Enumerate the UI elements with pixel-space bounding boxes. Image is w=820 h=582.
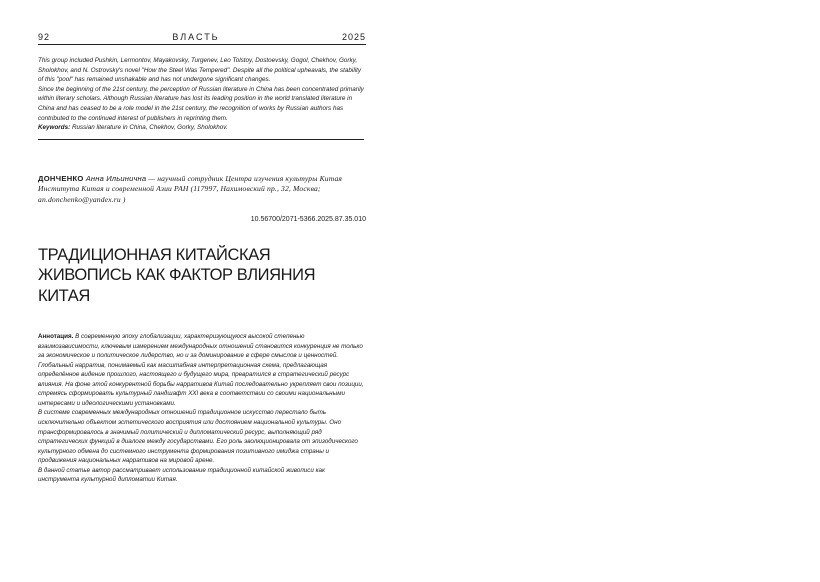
russian-abstract (38, 332, 366, 485)
doi[interactable]: 10.56700/2071-5366.2025.87.35.010 (250, 215, 366, 223)
keywords-line (38, 123, 366, 133)
author-affiliation: — научный сотрудник Центра изучения культуры Китая Института Китая и современной Азии РАН (117997, Нахимовский пр., 32, Москва; an.donchenko@yandex.ru ) (38, 173, 343, 204)
russian-abstract-paragraph (38, 332, 366, 408)
russian-abstract-text: В современную эпоху глобализации, характеризующуюся высокой степенью взаимозависимости, ключевым измерением международных отношений становится конкуренция не только за экономическое и политическое лидерство, но и за доминирование в сфере смыслов и ценностей. Глобальный нарратив, понимаемый как масштабная интерпретационная схема, предлагающая определённое видение прошлого, настоящего и будущего мира, превратился в стратегический ресурс влияния. На фоне этой конкурентной борьбы нарративов Китай последовательно укрепляет свои позиции, стремясь сформировать культурный ландшафт XXI века в соответствии со своими национальными интересами и идеологическими установками. (38, 333, 364, 407)
author-given-name: Анна Ильинична (85, 173, 147, 183)
article-title (38, 245, 366, 307)
english-abstract-paragraph: Since the beginning of the 21st century, the perception of Russian literature in China has been concentrated primarily within literary scholars. Although Russian literature has lost its leading position in the world translated literature in China and has ceased to be a role model in the 21st century, the recognition of works by Russian authors has contributed to the continued interest of publishers in reprinting them. (38, 85, 364, 122)
english-abstract (38, 56, 366, 133)
journal-page (38, 32, 366, 485)
year: 2025 (341, 32, 366, 42)
english-abstract-paragraph: This group included Pushkin, Lermontov, Mayakovsky, Turgenev, Leo Tolstoy, Dostoevsky, Gogol, Chekhov, Gorky, Sholokhov, and N. Ostrovsky's novel "How the Steel Was Tempered". Despite all the political upheavals, the stability of this "pool" has remained unshakable and has not undergone significant changes. (38, 57, 362, 84)
running-header (38, 32, 366, 45)
russian-abstract-paragraph: В данной статье автор рассматривает использование традиционной китайской живописи как инструмента культурной дипломатии Китая. (38, 466, 325, 484)
keywords-text: Russian literature in China, Chekhov, Gorky, Sholokhov. (71, 124, 228, 132)
article-title-line: КИТАЯ (38, 286, 90, 305)
abstract-label: Аннотация. (38, 333, 74, 341)
article-title-line: ЖИВОПИСЬ КАК ФАКТОР ВЛИЯНИЯ (38, 266, 316, 285)
author-info (38, 174, 366, 206)
page-number: 92 (38, 32, 51, 42)
section-divider (38, 139, 364, 140)
russian-abstract-paragraph: В системе современных международных отношений традиционное искусство перестало быть исключительно объектом эстетического восприятия или достоянием национальной культуры. Оно трансформировалось в значимый политический и дипломатический ресурс, выполняющий ряд стратегических функций в диалоге между государствами. Его роль эволюционировала от эпизодического культурного обмена до системного инструмента формирования позитивного имиджа страны и продвижения национальных нарративов на мировой арене. (38, 409, 358, 465)
keywords-label: Keywords: (38, 124, 71, 132)
author-surname: ДОНЧЕНКО (38, 173, 84, 183)
journal-title: ВЛАСТЬ (172, 32, 220, 42)
article-title-line: ТРАДИЦИОННАЯ КИТАЙСКАЯ (38, 245, 271, 264)
